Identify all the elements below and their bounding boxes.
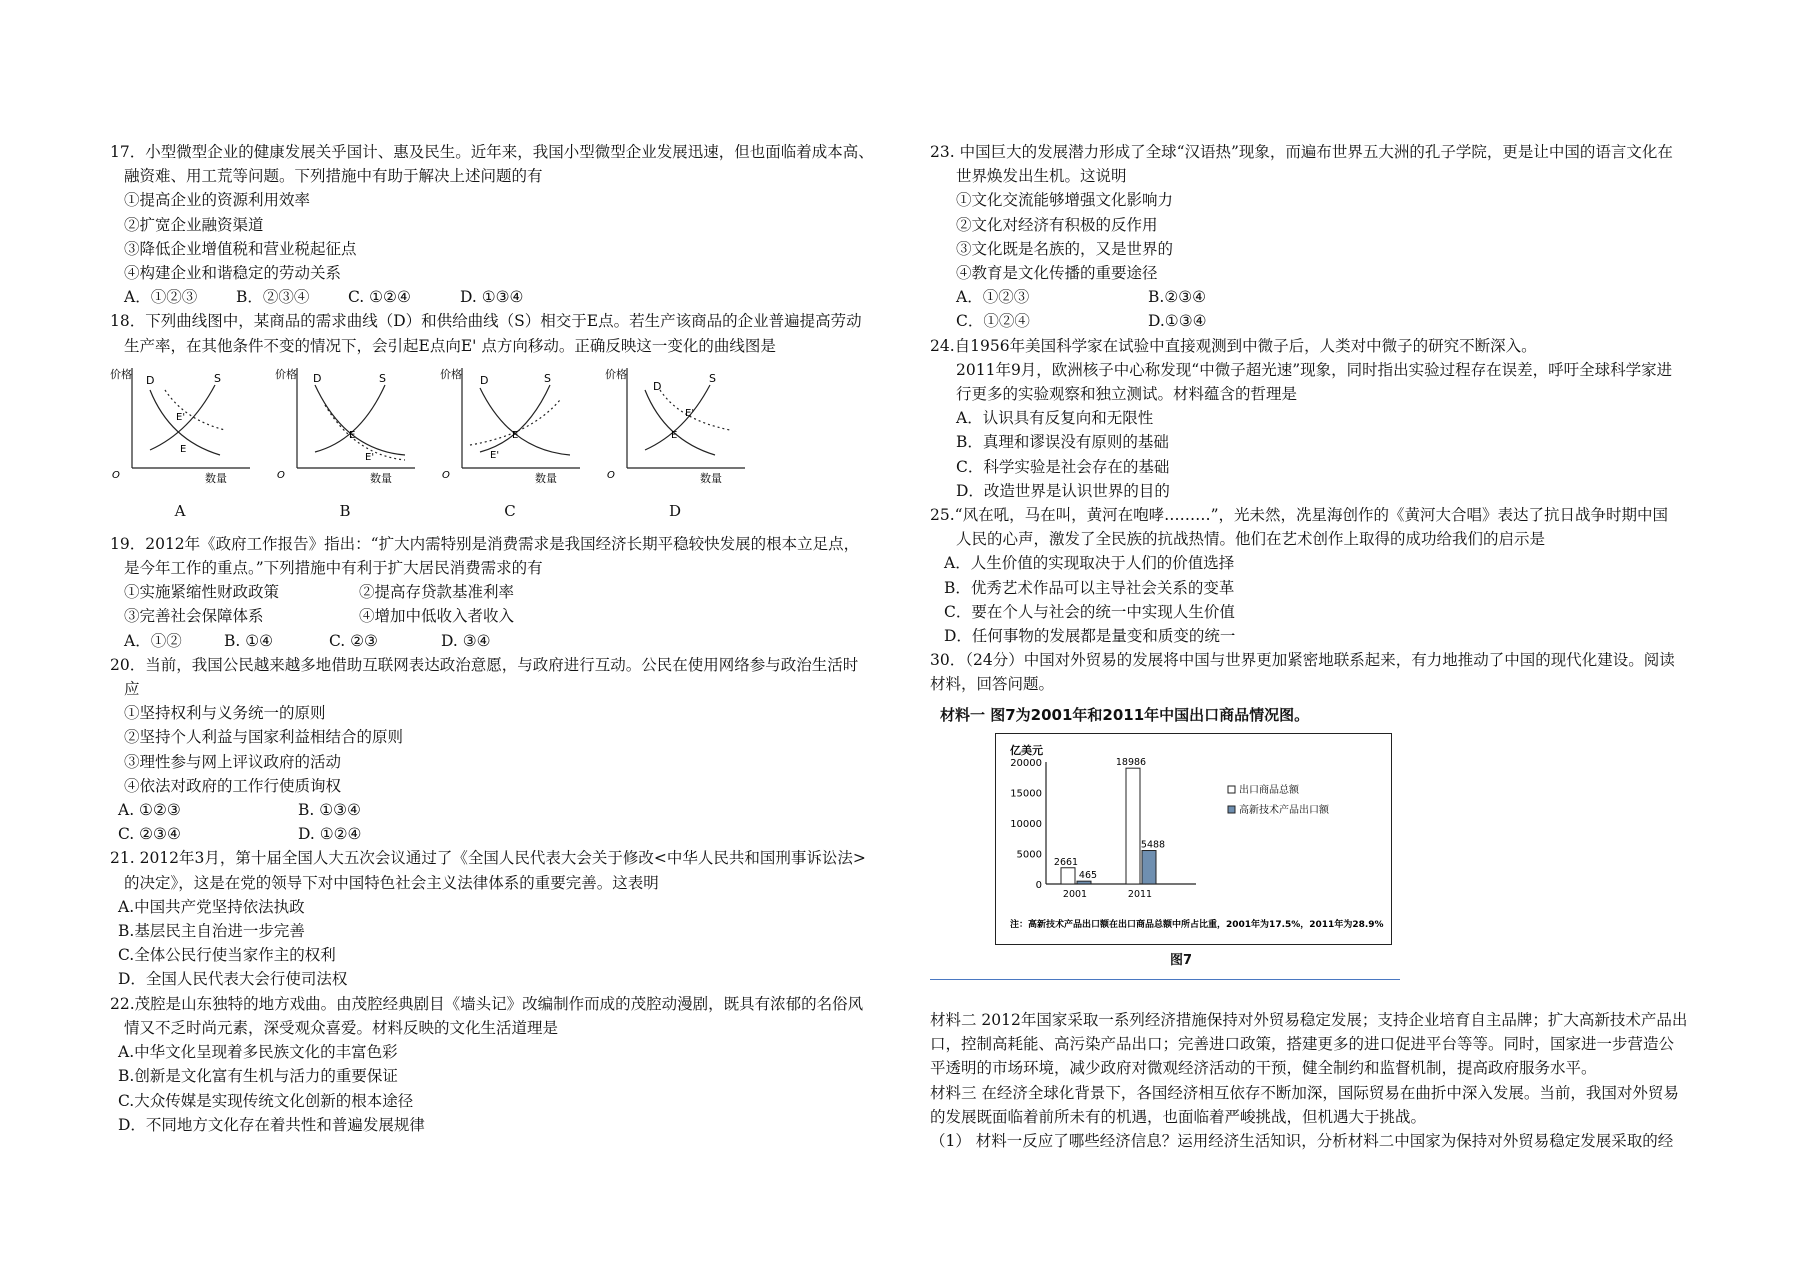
bar-value-label: 2661 [1053,856,1079,868]
graph-c-svg [440,360,580,490]
item: ①提高企业的资源利用效率 [124,191,311,210]
question-text-line: 情又不乏时尚元素，深受观众喜爱。材料反映的文化生活道理是 [124,1018,559,1037]
graph-a-svg [110,360,250,490]
option: C．要在个人与社会的统一中实现人生价值 [944,602,1235,621]
graph-d-label: D [313,371,322,385]
option: D．任何事物的发展都是量变和质变的统一 [944,627,1236,646]
graph-s-label: S [379,371,386,385]
options-row [930,285,1720,309]
option: B．优秀艺术作品可以主导社会关系的变革 [944,578,1235,597]
option: C.大众传媒是实现传统文化创新的根本途径 [118,1091,414,1110]
option: A．人生价值的实现取决于人们的价值选择 [944,554,1235,573]
question-text-line: 21. 2012年3月，第十届全国人大五次会议通过了《全国人民代表大会关于修改<中华人民共和国刑事诉讼法> [110,849,866,868]
graph-d [605,360,745,520]
graph-d-label: D [480,373,489,387]
graph-s-label: S [214,371,221,385]
options-row [110,798,900,822]
question-20 [110,653,900,847]
right-column [930,140,1720,1153]
graph-d-label: D [653,379,662,393]
supply-demand-graphs [110,360,900,520]
bar-hightech-2011 [1142,850,1156,883]
question-text-line: 的决定》，这是在党的领导下对中国特色社会主义法律体系的重要完善。这表明 [124,873,659,892]
option: C．①②④ [956,312,1030,331]
option: D. ①②④ [298,825,362,844]
option: A．①②③ [124,288,198,307]
option: B. ①③④ [298,801,361,820]
option: B.基层民主自治进一步完善 [118,922,305,941]
chart-ylabel: 亿美元 [1010,743,1043,757]
question-text-line: 25.“风在吼，马在叫，黄河在咆哮………”，光未然，冼星海创作的《黄河大合唱》表达了抗日战争时期中国 [930,506,1669,525]
question-30 [930,648,1720,1153]
legend-swatch-hightech [1228,806,1235,813]
graph-ylabel: 价格 [110,367,132,381]
graph-c [440,360,580,520]
graph-caption: B [339,502,351,521]
graph-e-label: E [349,429,356,441]
export-chart-frame [995,733,1392,945]
legend-label-total: 出口商品总额 [1239,784,1299,796]
graph-origin: O [442,469,450,481]
material1-title: 材料一 图7为2001年和2011年中国出口商品情况图。 [940,705,1310,724]
options-row [110,629,900,653]
x-tick-label: 2001 [1062,888,1088,900]
option: D. ①③④ [460,288,524,307]
graph-e2-label: E' [685,407,695,419]
export-bar-chart [996,734,1391,944]
items-row [110,580,900,604]
question-text-line: 19．2012年《政府工作报告》指出：“扩大内需特别是消费需求是我国经济长期平稳较快发展的根本立足点， [110,534,860,553]
question-17 [110,140,900,309]
graph-xlabel: 数量 [370,471,392,485]
option: B．②③④ [236,288,310,307]
question-22 [110,992,900,1137]
question-23 [930,140,1720,334]
option: B．真理和谬误没有原则的基础 [956,433,1169,452]
item: ②提高存贷款基准利率 [359,583,515,602]
question-text-line: 20．当前，我国公民越来越多地借助互联网表达政治意愿，与政府进行互动。公民在使用网络参与政治生活时 [110,655,859,674]
option: A．认识具有反复向和无限性 [956,409,1154,428]
graph-origin: O [277,469,285,481]
sub-question-1: （1） 材料一反应了哪些经济信息？运用经济生活知识，分析材料二中国家为保持对外贸易稳定发展采取的经 [930,1132,1674,1151]
material3-line: 的发展既面临着前所未有的机遇，也面临着严峻挑战，但机遇大于挑战。 [930,1107,1427,1126]
chart-legend [1228,783,1330,816]
graph-caption: C [504,502,516,521]
graph-caption: D [668,502,682,521]
question-text-line: 材料，回答问题。 [930,675,1055,694]
graph-e-label: E [671,429,678,441]
item: ②文化对经济有积极的反作用 [956,215,1158,234]
material2-line: 平透明的市场环境，减少政府对微观经济活动的干预，健全制约和监督机制，提高政府服务水平。 [930,1059,1597,1078]
y-tick-label: 0 [1035,879,1042,891]
chart-note: 注：高新技术产品出口额在出口商品总额中所占比重，2001年为17.5%，2011年为28.9% [1010,919,1384,930]
option: A.中国共产党坚持依法执政 [118,897,305,916]
option: C．科学实验是社会存在的基础 [956,457,1170,476]
question-24 [930,334,1720,503]
question-text-line: 18．下列曲线图中，某商品的需求曲线（D）和供给曲线（S）相交于E点。若生产该商品的企业普遍提高劳动 [110,312,862,331]
item: ④教育是文化传播的重要途径 [956,264,1158,283]
graph-origin: O [112,469,120,481]
x-tick-label: 2011 [1127,888,1153,900]
question-text-line: 2011年9月，欧洲核子中心称发现“中微子超光速”现象，同时指出实验过程存在误差，呼吁全球科学家进 [956,360,1673,379]
figure-caption: 图7 [1170,952,1193,968]
options-row [110,285,900,309]
graph-s-label: S [544,371,551,385]
item: ③文化既是名族的，又是世界的 [956,239,1174,258]
item: ④构建企业和谐稳定的劳动关系 [124,264,342,283]
question-text-line: 22.茂腔是山东独特的地方戏曲。由茂腔经典剧目《墙头记》改编制作而成的茂腔动漫剧，既具有浓郁的名俗风 [110,994,864,1013]
graph-e-label: E [512,429,519,441]
question-19 [110,532,900,653]
graph-e-label: E [180,443,187,455]
option: B.②③④ [1148,288,1207,307]
item: ④增加中低收入者收入 [359,607,515,626]
graph-d-label: D [146,373,155,387]
bar-value-label: 18986 [1115,757,1147,769]
item: ①文化交流能够增强文化影响力 [956,191,1174,210]
legend-swatch-total [1228,786,1235,793]
item: ③完善社会保障体系 [124,607,264,626]
option: D. ③④ [441,631,491,650]
graph-ylabel: 价格 [605,367,627,381]
graph-caption: A [174,502,186,521]
graph-b-svg [275,360,415,490]
bar-hightech-2001 [1077,881,1091,884]
question-text-line: 30．（24分）中国对外贸易的发展将中国与世界更加紧密地联系起来，有力地推动了中国的现代化建设。阅读 [930,651,1675,670]
question-text-line: 应 [124,680,140,699]
graph-e2-label: E' [365,451,375,463]
graph-b [275,360,415,520]
material3-line: 材料三 在经济全球化背景下，各国经济相互依存不断加深，国际贸易在曲折中深入发展。当前，我国对外贸易 [930,1083,1679,1102]
option: C. ②③ [329,631,378,650]
options-row [110,822,900,846]
items-row [110,604,900,628]
item: ③降低企业增值税和营业税起征点 [124,239,357,258]
question-18 [110,309,900,519]
question-text-line: 23. 中国巨大的发展潜力形成了全球“汉语热”现象，而遍布世界五大洲的孔子学院，更是让中国的语言文化在 [930,143,1673,161]
option: D．不同地方文化存在着共性和普遍发展规律 [118,1115,425,1134]
options-row [930,309,1720,333]
item: ②坚持个人利益与国家利益相结合的原则 [124,728,404,747]
option: C. ②③④ [118,825,181,844]
question-25 [930,503,1720,648]
question-text-line: 人民的心声，激发了全民族的抗战热情。他们在艺术创作上取得的成功给我们的启示是 [956,530,1546,549]
item: ④依法对政府的工作行使质询权 [124,776,342,795]
divider-line [930,979,1400,980]
option: B. ①④ [224,631,274,650]
option: A.中华文化呈现着多民族文化的丰富色彩 [118,1043,398,1062]
y-tick-label: 20000 [1010,757,1042,769]
y-tick-label: 5000 [1016,849,1042,861]
bar-total-2011 [1126,768,1140,884]
graph-xlabel: 数量 [535,471,557,485]
option: D．全国人民代表大会行使司法权 [118,970,348,989]
option: D.①③④ [1148,312,1207,331]
question-text-line: 世界焕发出生机。这说明 [956,167,1127,186]
graph-s-label: S [709,371,716,385]
item: ②扩宽企业融资渠道 [124,215,264,234]
graph-xlabel: 数量 [205,471,227,485]
graph-origin: O [607,469,615,481]
option: C.全体公民行使当家作主的权利 [118,946,336,965]
option: A．①②③ [956,288,1030,307]
bar-total-2001 [1061,868,1075,884]
graph-xlabel: 数量 [700,471,722,485]
bar-value-label: 465 [1078,870,1098,882]
material2-line: 口，控制高耗能、高污染产品出口；完善进口政策，搭建更多的进口促进平台等等。同时，国家进一步营造公 [930,1035,1675,1054]
graph-d-svg [605,360,745,490]
graph-ylabel: 价格 [440,367,462,381]
option: B.创新是文化富有生机与活力的重要保证 [118,1067,398,1086]
option: A．①② [124,631,182,650]
graph-a [110,360,250,520]
material2-line: 材料二 2012年国家采取一系列经济措施保持对外贸易稳定发展；支持企业培育自主品牌；扩大高新技术产品出 [930,1011,1688,1030]
question-text-line: 生产率，在其他条件不变的情况下，会引起E点向E' 点方向移动。正确反映这一变化的曲线图是 [124,336,776,355]
item: ③理性参与网上评议政府的活动 [124,752,342,771]
legend-label-hightech: 高新技术产品出口额 [1239,804,1329,816]
question-text-line: 是今年工作的重点。”下列措施中有利于扩大居民消费需求的有 [124,559,543,578]
item: ①实施紧缩性财政政策 [124,583,280,602]
option: A. ①②③ [118,801,181,820]
graph-ylabel: 价格 [275,367,297,381]
option: C. ①②④ [348,288,411,307]
question-text-line: 融资难、用工荒等问题。下列措施中有助于解决上述问题的有 [124,167,543,186]
y-tick-label: 15000 [1010,788,1042,800]
question-text-line: 17．小型微型企业的健康发展关乎国计、惠及民生。近年来，我国小型微型企业发展迅速，但也面临着成本高、 [110,143,874,161]
bar-value-label: 5488 [1140,839,1166,851]
left-column [110,140,900,1137]
question-21 [110,846,900,991]
graph-e2-label: E' [490,449,500,461]
graph-e2-label: E' [176,411,186,423]
item: ①坚持权利与义务统一的原则 [124,704,326,723]
question-text-line: 24.自1956年美国科学家在试验中直接观测到中微子后，人类对中微子的研究不断深入。 [930,336,1537,355]
y-tick-label: 10000 [1010,818,1042,830]
option: D．改造世界是认识世界的目的 [956,481,1170,500]
question-text-line: 行更多的实验观察和独立测试。材料蕴含的哲理是 [956,385,1298,404]
